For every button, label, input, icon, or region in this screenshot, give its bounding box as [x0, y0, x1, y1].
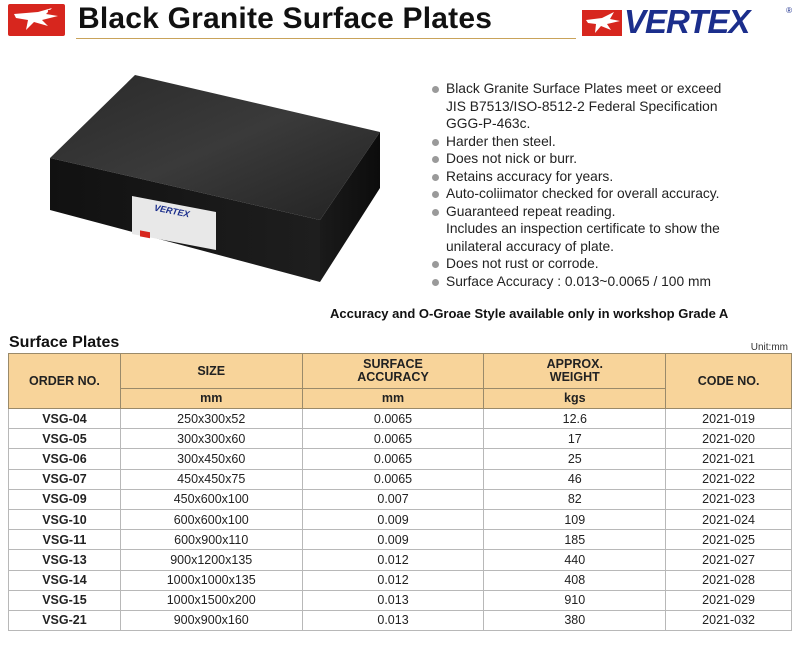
feature-item: Does not rust or corrode. — [428, 255, 788, 273]
order-no-cell: VSG-14 — [9, 570, 121, 590]
accuracy-cell: 0.013 — [302, 590, 484, 610]
accuracy-cell: 0.007 — [302, 489, 484, 509]
size-cell: 600x900x110 — [120, 530, 302, 550]
size-cell: 1000x1500x200 — [120, 590, 302, 610]
table-row — [9, 449, 792, 469]
feature-item: Surface Accuracy : 0.013~0.0065 / 100 mm — [428, 273, 788, 291]
table-row — [9, 509, 792, 529]
brand-logo — [580, 3, 792, 40]
weight-cell: 109 — [484, 509, 666, 529]
col-code-no: CODE NO. — [666, 354, 792, 409]
order-no-cell: VSG-09 — [9, 489, 121, 509]
code-no-cell: 2021-020 — [666, 429, 792, 449]
col-accuracy: SURFACE ACCURACY — [302, 354, 484, 389]
accuracy-cell: 0.0065 — [302, 469, 484, 489]
unit-weight: kgs — [484, 389, 666, 409]
code-no-cell: 2021-032 — [666, 610, 792, 630]
weight-cell: 17 — [484, 429, 666, 449]
feature-item: unilateral accuracy of plate. — [446, 238, 614, 254]
code-no-cell: 2021-025 — [666, 530, 792, 550]
feature-item: GGG-P-463c. — [446, 116, 531, 131]
weight-cell: 440 — [484, 550, 666, 570]
order-no-cell: VSG-13 — [9, 550, 121, 570]
feature-item: Does not nick or burr. — [428, 150, 788, 168]
accuracy-cell: 0.013 — [302, 610, 484, 630]
order-no-cell: VSG-15 — [9, 590, 121, 610]
unit-label: Unit:mm — [750, 342, 788, 353]
code-no-cell: 2021-027 — [666, 550, 792, 570]
table-row — [9, 409, 792, 429]
grade-note: Accuracy and O-Groae Style available only in workshop Grade A — [330, 306, 729, 321]
unit-accuracy: mm — [302, 389, 484, 409]
table-row — [9, 610, 792, 630]
eagle-brand-icon — [580, 6, 628, 38]
order-no-cell: VSG-05 — [9, 429, 121, 449]
feature-item: Retains accuracy for years. — [428, 168, 788, 186]
table-row — [9, 590, 792, 610]
feature-item: JIS B7513/ISO-8512-2 Federal Specification — [446, 98, 718, 114]
accuracy-cell: 0.012 — [302, 570, 484, 590]
size-cell: 1000x1000x135 — [120, 570, 302, 590]
accuracy-cell: 0.009 — [302, 530, 484, 550]
feature-item: Guaranteed repeat reading. — [428, 203, 788, 221]
accuracy-cell: 0.009 — [302, 509, 484, 529]
feature-item: Auto-coliimator checked for overall accuracy. — [428, 185, 788, 203]
product-label-brand: VERTEX — [153, 202, 191, 220]
title-divider — [76, 38, 576, 39]
code-no-cell: 2021-022 — [666, 469, 792, 489]
order-no-cell: VSG-21 — [9, 610, 121, 630]
weight-cell: 910 — [484, 590, 666, 610]
feature-item: Harder then steel. — [428, 133, 788, 151]
weight-cell: 12.6 — [484, 409, 666, 429]
brand-name: VERTEX — [624, 3, 750, 40]
registered-mark: ® — [786, 6, 792, 15]
eagle-logo-icon — [8, 4, 65, 36]
size-cell: 450x450x75 — [120, 469, 302, 489]
order-no-cell: VSG-11 — [9, 530, 121, 550]
feature-item: Black Granite Surface Plates meet or exceed — [428, 80, 788, 98]
order-no-cell: VSG-07 — [9, 469, 121, 489]
size-cell: 250x300x52 — [120, 409, 302, 429]
weight-cell: 380 — [484, 610, 666, 630]
size-cell: 450x600x100 — [120, 489, 302, 509]
code-no-cell: 2021-021 — [666, 449, 792, 469]
feature-list — [428, 80, 788, 290]
table-row — [9, 469, 792, 489]
code-no-cell: 2021-028 — [666, 570, 792, 590]
granite-plate-image — [20, 60, 400, 290]
table-row — [9, 429, 792, 449]
page-title: Black Granite Surface Plates — [78, 2, 493, 35]
table-row — [9, 570, 792, 590]
order-no-cell: VSG-10 — [9, 509, 121, 529]
spec-table — [8, 353, 792, 631]
table-row — [9, 489, 792, 509]
weight-cell: 46 — [484, 469, 666, 489]
size-cell: 900x1200x135 — [120, 550, 302, 570]
size-cell: 300x300x60 — [120, 429, 302, 449]
code-no-cell: 2021-019 — [666, 409, 792, 429]
accuracy-cell: 0.0065 — [302, 429, 484, 449]
section-title: Surface Plates — [9, 334, 120, 351]
col-order-no: ORDER NO. — [9, 354, 121, 409]
code-no-cell: 2021-023 — [666, 489, 792, 509]
order-no-cell: VSG-04 — [9, 409, 121, 429]
accuracy-cell: 0.0065 — [302, 409, 484, 429]
size-cell: 900x900x160 — [120, 610, 302, 630]
size-cell: 600x600x100 — [120, 509, 302, 529]
col-weight: APPROX. WEIGHT — [484, 354, 666, 389]
weight-cell: 185 — [484, 530, 666, 550]
spec-table-body — [9, 409, 792, 631]
table-row — [9, 550, 792, 570]
weight-cell: 408 — [484, 570, 666, 590]
order-no-cell: VSG-06 — [9, 449, 121, 469]
unit-size: mm — [120, 389, 302, 409]
accuracy-cell: 0.012 — [302, 550, 484, 570]
page-header — [0, 0, 800, 44]
table-row — [9, 530, 792, 550]
code-no-cell: 2021-024 — [666, 509, 792, 529]
size-cell: 300x450x60 — [120, 449, 302, 469]
weight-cell: 82 — [484, 489, 666, 509]
accuracy-cell: 0.0065 — [302, 449, 484, 469]
weight-cell: 25 — [484, 449, 666, 469]
feature-item: Includes an inspection certificate to show the — [446, 221, 720, 236]
col-size: SIZE — [120, 354, 302, 389]
code-no-cell: 2021-029 — [666, 590, 792, 610]
